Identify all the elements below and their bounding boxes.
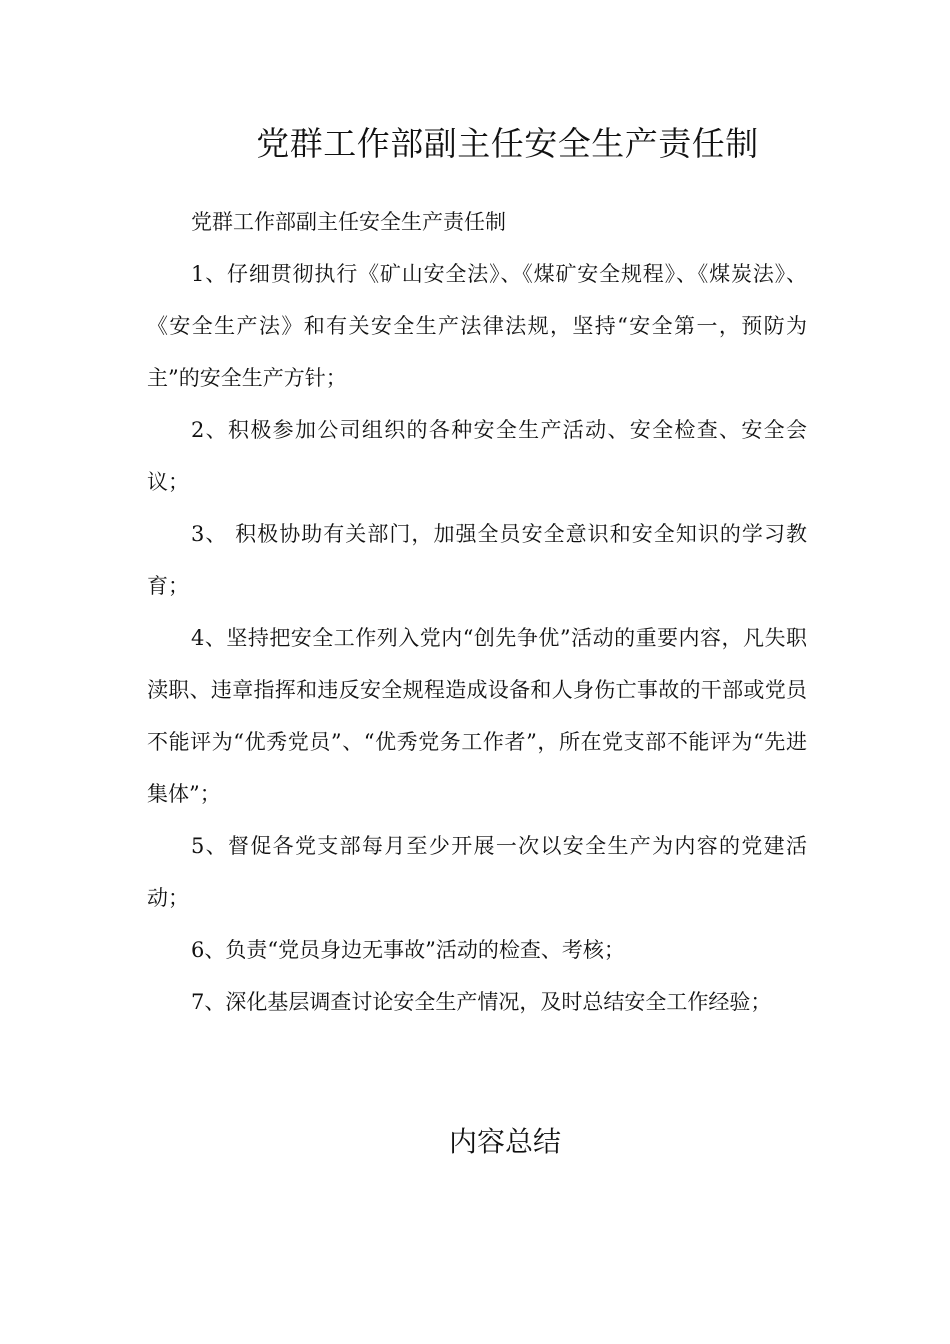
paragraph-item-3: 3、 积极协助有关部门，加强全员安全意识和安全知识的学习教育； xyxy=(147,522,807,598)
document-body xyxy=(147,196,807,1028)
paragraph-item-6: 6、负责“党员身边无事故”活动的检查、考核； xyxy=(191,938,625,962)
summary-heading: 内容总结 xyxy=(448,1125,561,1158)
paragraph-item-5: 5、督促各党支部每月至少开展一次以安全生产为内容的党建活动； xyxy=(147,834,807,910)
paragraph-subtitle: 党群工作部副主任安全生产责任制 xyxy=(191,210,506,234)
document-title: 党群工作部副主任安全生产责任制 xyxy=(256,124,759,163)
paragraph-item-4: 4、坚持把安全工作列入党内“创先争优”活动的重要内容，凡失职渎职、违章指挥和违反安全规程造成设备和人身伤亡事故的干部或党员不能评为“优秀党员”、“优秀党务工作者”，所在党支部不能评为“先进集体”； xyxy=(147,626,807,806)
paragraph-item-2: 2、积极参加公司组织的各种安全生产活动、安全检查、安全会议； xyxy=(147,418,807,494)
paragraph-item-1: 1、仔细贯彻执行《矿山安全法》、《煤矿安全规程》、《煤炭法》、《安全生产法》和有关安全生产法律法规，坚持“安全第一，预防为主”的安全生产方针； xyxy=(147,262,807,390)
paragraph-item-7: 7、深化基层调查讨论安全生产情况，及时总结安全工作经验； xyxy=(191,990,772,1014)
